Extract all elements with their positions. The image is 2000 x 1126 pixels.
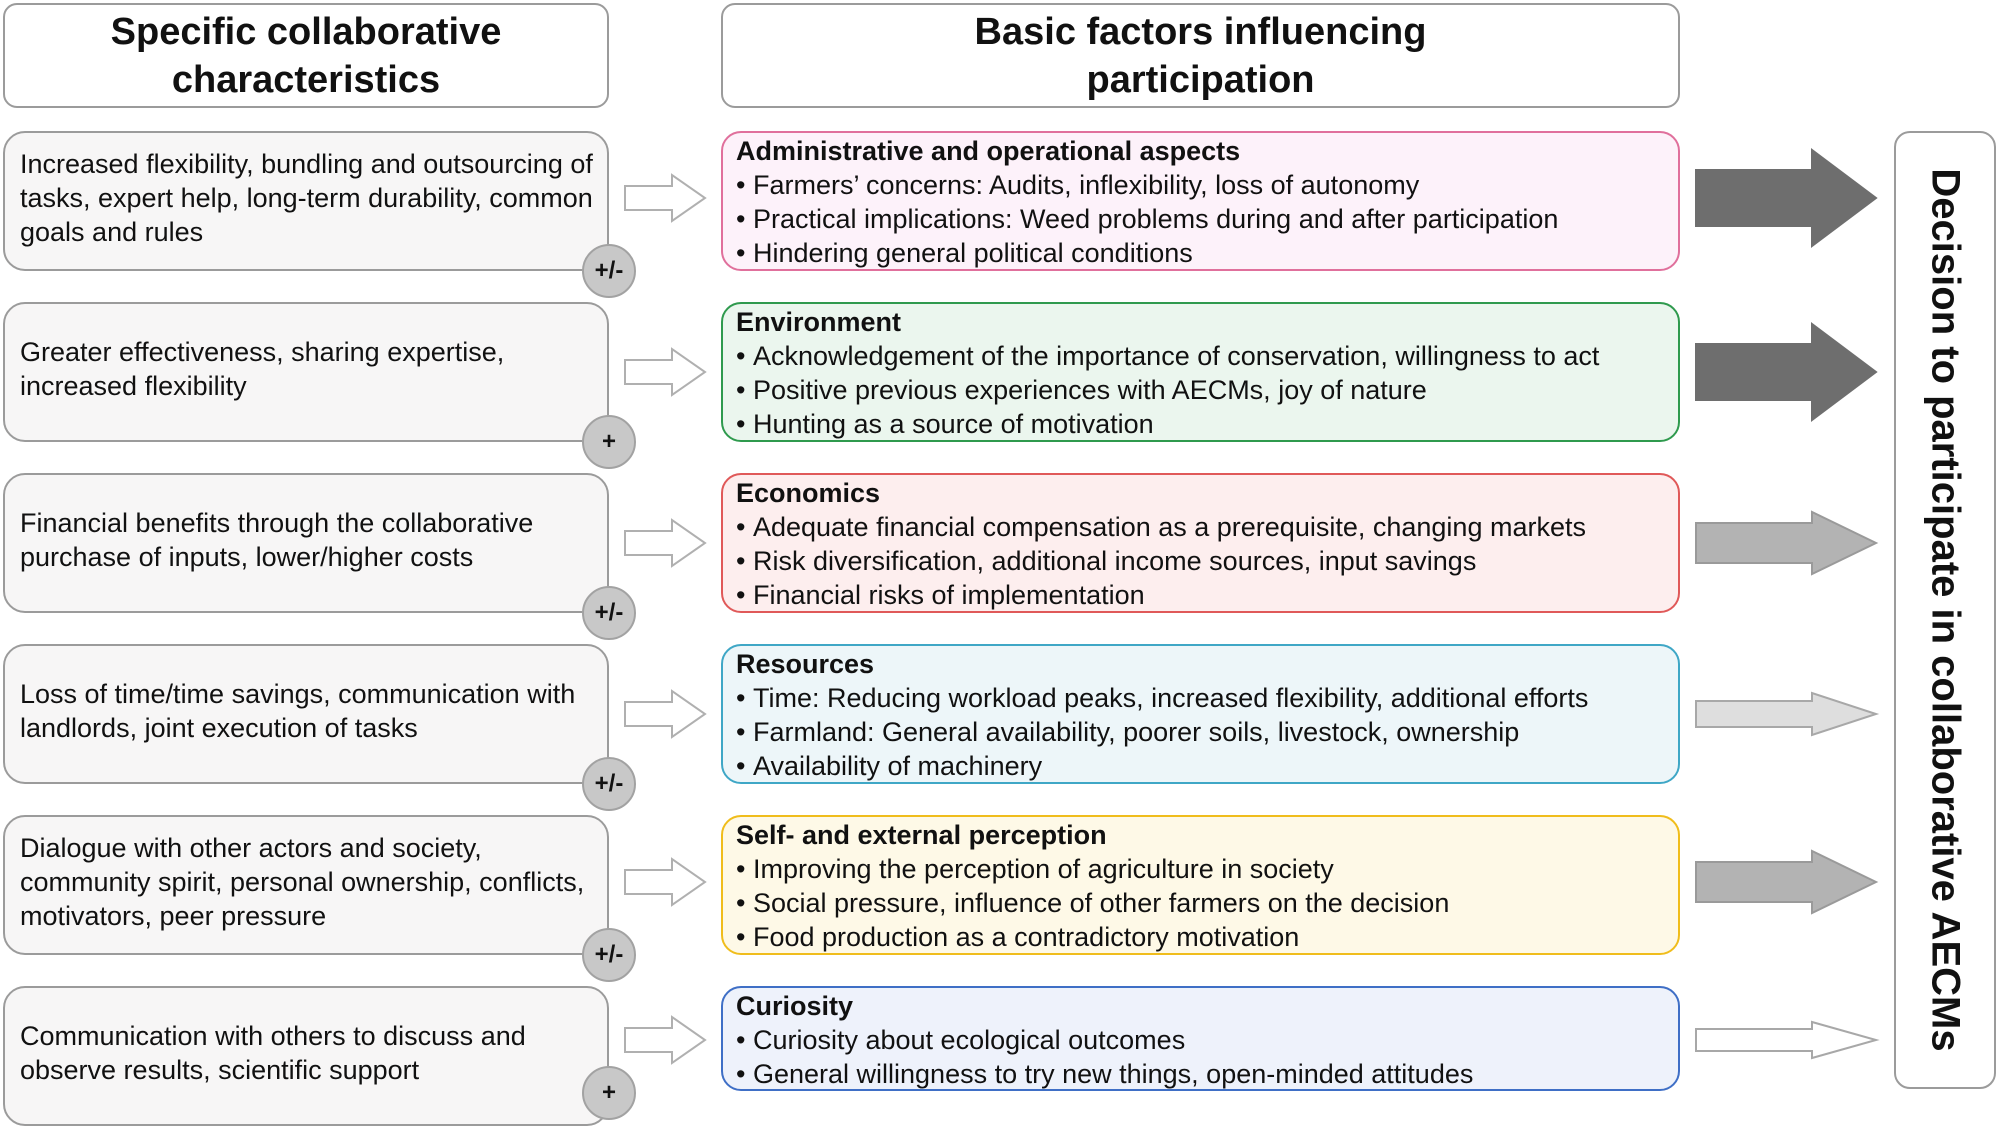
- effect-badge: +/-: [582, 928, 636, 982]
- factor-list: [736, 168, 1666, 270]
- factor-title: Resources: [736, 649, 875, 679]
- factor-list: [736, 1023, 1666, 1091]
- characteristics-text: Communication with others to discuss and observe results, scientific support: [20, 1021, 526, 1085]
- factor-item: • Farmers’ concerns: Audits, inflexibility, loss of autonomy: [736, 168, 1666, 202]
- factor-item: • Hindering general political conditions: [736, 236, 1666, 270]
- factor-box: [721, 131, 1680, 271]
- effect-badge: +/-: [582, 244, 636, 298]
- effect-badge: +: [582, 1066, 636, 1120]
- influence-arrow: [1696, 512, 1876, 574]
- factor-title: Administrative and operational aspects: [736, 136, 1241, 166]
- factor-title: Curiosity: [736, 991, 854, 1021]
- decision-box: [1894, 131, 1996, 1089]
- factor-list: [736, 681, 1666, 783]
- connector-arrow: [625, 520, 705, 566]
- factor-item: • General willingness to try new things, open-minded attitudes: [736, 1057, 1666, 1091]
- connector-arrow: [625, 349, 705, 395]
- characteristics-box: [3, 644, 609, 784]
- factor-title: Environment: [736, 307, 902, 337]
- characteristics-text: Loss of time/time savings, communication with landlords, joint execution of tasks: [20, 679, 576, 743]
- factor-box: [721, 986, 1680, 1091]
- header-collaborative-characteristics-label: Specific collaborative characteristics: [110, 10, 502, 101]
- influence-arrow: [1696, 150, 1876, 246]
- factor-item: • Farmland: General availability, poorer soils, livestock, ownership: [736, 715, 1666, 749]
- connector-arrow: [625, 691, 705, 737]
- factor-item: • Adequate financial compensation as a prerequisite, changing markets: [736, 510, 1666, 544]
- characteristics-box: [3, 986, 609, 1126]
- characteristics-box: [3, 131, 609, 271]
- effect-badge: +: [582, 415, 636, 469]
- factor-list: [736, 852, 1666, 954]
- factor-item: • Social pressure, influence of other farmers on the decision: [736, 886, 1666, 920]
- effect-badge: +/-: [582, 586, 636, 640]
- decision-label: Decision to participate in collaborative AECMs: [1923, 168, 1968, 1052]
- connector-arrow: [625, 175, 705, 221]
- influence-arrow: [1696, 324, 1876, 420]
- factor-title: Economics: [736, 478, 881, 508]
- factor-item: • Practical implications: Weed problems during and after participation: [736, 202, 1666, 236]
- influence-arrow: [1696, 1022, 1876, 1058]
- factor-item: • Acknowledgement of the importance of conservation, willingness to act: [736, 339, 1666, 373]
- connector-arrow: [625, 859, 705, 905]
- factor-item: • Improving the perception of agriculture in society: [736, 852, 1666, 886]
- factor-box: [721, 473, 1680, 613]
- characteristics-text: Financial benefits through the collaborative purchase of inputs, lower/higher costs: [20, 508, 534, 572]
- characteristics-box: [3, 302, 609, 442]
- factor-list: [736, 339, 1666, 441]
- characteristics-text: Dialogue with other actors and society, community spirit, personal ownership, conflicts, motivators, peer pressure: [20, 833, 585, 931]
- factor-item: • Hunting as a source of motivation: [736, 407, 1666, 441]
- factor-box: [721, 815, 1680, 955]
- characteristics-text: Greater effectiveness, sharing expertise, increased flexibility: [20, 337, 505, 401]
- factor-box: [721, 644, 1680, 784]
- header-basic-factors-label: Basic factors influencing participation: [974, 10, 1427, 101]
- factor-item: • Availability of machinery: [736, 749, 1666, 783]
- factor-item: • Positive previous experiences with AECMs, joy of nature: [736, 373, 1666, 407]
- factor-item: • Risk diversification, additional income sources, input savings: [736, 544, 1666, 578]
- factor-item: • Curiosity about ecological outcomes: [736, 1023, 1666, 1057]
- influence-arrow: [1696, 851, 1876, 913]
- characteristics-text: Increased flexibility, bundling and outsourcing of tasks, expert help, long-term durability, common goals and rules: [20, 149, 593, 247]
- factor-title: Self- and external perception: [736, 820, 1107, 850]
- effect-badge: +/-: [582, 757, 636, 811]
- characteristics-box: [3, 473, 609, 613]
- factor-box: [721, 302, 1680, 442]
- influence-arrow: [1696, 693, 1876, 735]
- connector-arrow: [625, 1017, 705, 1063]
- factor-item: • Time: Reducing workload peaks, increased flexibility, additional efforts: [736, 681, 1666, 715]
- factor-item: • Financial risks of implementation: [736, 578, 1666, 612]
- factor-item: • Food production as a contradictory motivation: [736, 920, 1666, 954]
- characteristics-box: [3, 815, 609, 955]
- factor-list: [736, 510, 1666, 612]
